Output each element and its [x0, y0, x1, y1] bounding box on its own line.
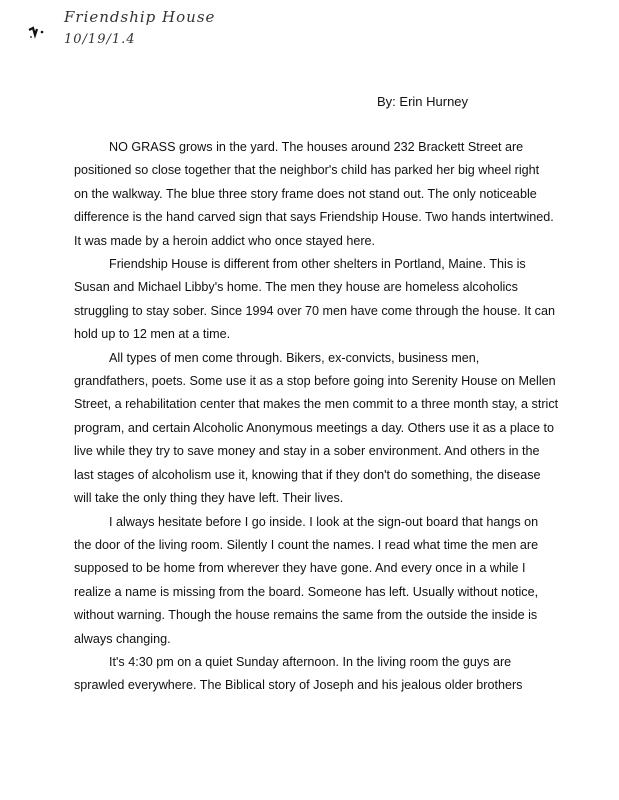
scan-artifact-mark: [28, 26, 46, 40]
text-line: realize a name is missing from the board. Someone has left. Usually without notice,: [74, 584, 539, 599]
text-line: It's 4:30 pm on a quiet Sunday afternoon. In the living room the guys are: [109, 654, 512, 669]
text-line: live while they try to save money and stay in a sober environment. And others in the: [74, 444, 540, 459]
text-line: I always hesitate before I go inside. I look at the sign-out board that hangs on: [109, 514, 539, 529]
text-line: It was made by a heroin addict who once stayed here.: [74, 233, 376, 248]
text-line: supposed to be home from wherever they have gone. And every once in a while I: [74, 561, 526, 576]
text-line: Friendship House is different from other shelters in Portland, Maine. This is: [109, 257, 526, 272]
author-byline: By: Erin Hurney: [377, 94, 469, 109]
paragraph-3: [74, 347, 559, 511]
paragraph-5: [74, 651, 548, 698]
text-line: last stages of alcoholism use it, knowing that if they don't do something, the disease: [74, 467, 541, 482]
text-line: on the walkway. The blue three story frame does not stand out. The only noticeable: [74, 186, 537, 201]
text-line: Street, a rehabilitation center that makes the men commit to a three month stay, a strict: [74, 397, 559, 412]
text-line: positioned so close together that the neighbor's child has parked her big wheel right: [74, 163, 540, 178]
text-line: sprawled everywhere. The Biblical story of Joseph and his jealous older brothers: [74, 678, 523, 693]
text-line: struggling to stay sober. Since 1994 over 70 men have come through the house. It can: [74, 303, 555, 318]
text-line: program, and certain Alcoholic Anonymous meetings a day. Others use it as a place to: [74, 420, 554, 435]
text-line: All types of men come through. Bikers, ex-convicts, business men,: [109, 350, 480, 365]
text-line: hold up to 12 men at a time.: [74, 327, 231, 342]
text-line: Susan and Michael Libby's home. The men they house are homeless alcoholics: [74, 280, 518, 295]
text-line: will take the only thing they have left. Their lives.: [74, 491, 344, 506]
text-line: difference is the hand carved sign that says Friendship House. Two hands intertwined.: [74, 210, 554, 225]
text-line: always changing.: [74, 631, 171, 646]
handwritten-date-note: 10/19/1.4: [64, 32, 136, 47]
article-body: [74, 136, 559, 698]
text-line: without warning. Though the house remains the same from the outside the inside is: [74, 608, 538, 623]
text-line: the door of the living room. Silently I count the names. I read what time the men are: [74, 537, 539, 552]
handwritten-title-note: Friendship House: [64, 8, 216, 26]
paragraph-2: [74, 253, 555, 347]
text-line: NO GRASS grows in the yard. The houses around 232 Brackett Street are: [109, 140, 524, 154]
text-line: grandfathers, poets. Some use it as a stop before going into Serenity House on Mellen: [74, 374, 556, 389]
paragraph-4: [74, 511, 548, 651]
paragraph-1: [74, 136, 554, 253]
